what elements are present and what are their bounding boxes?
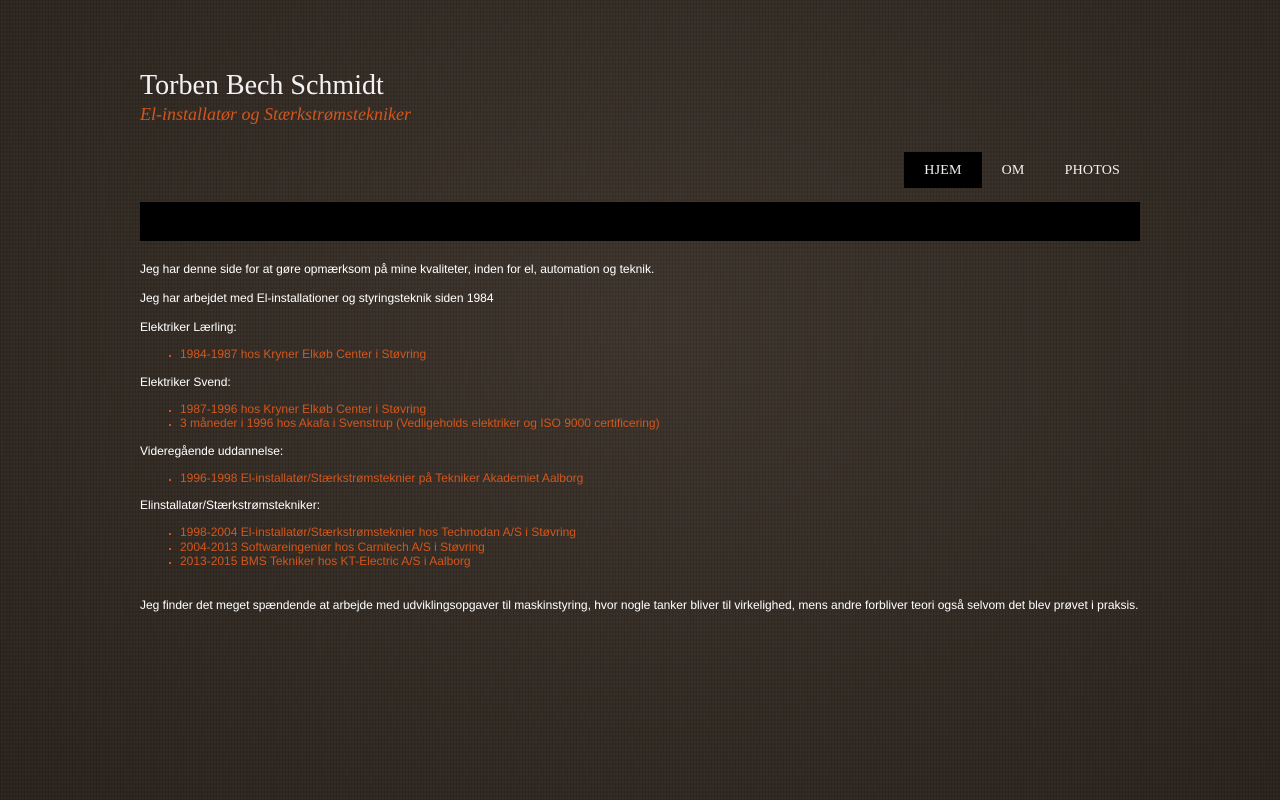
site-title[interactable]: Torben Bech Schmidt	[140, 70, 384, 101]
nav-item-om[interactable]: OM	[1001, 163, 1025, 178]
main-content	[140, 262, 1140, 627]
intro-paragraph: Jeg har denne side for at gøre opmærksom på mine kvaliteter, inden for el, automation og teknik.	[140, 262, 655, 276]
section-list-uddannelse	[140, 471, 1140, 486]
list-item: ▪ 2013-2015 BMS Tekniker hos KT-Electric A/S i Aalborg	[180, 554, 1140, 569]
list-item: ▪ 3 måneder i 1996 hos Akafa i Svenstrup (Vedligeholds elektriker og ISO 9000 certificering)	[180, 416, 1140, 431]
list-item: ▪ 1987-1996 hos Kryner Elkøb Center i Støvring	[180, 402, 1140, 417]
closing-paragraph: Jeg finder det meget spændende at arbejde med udviklingsopgaver til maskinstyring, hvor nogle tanker bliver til virkelighed, mens andre forbliver teori også selvom det blev prøvet i praksis.	[140, 597, 1139, 612]
section-heading-svend: Elektriker Svend:	[140, 374, 231, 389]
nav-item-photos[interactable]: PHOTOS	[1064, 163, 1120, 178]
section-heading-elinstallatoer: Elinstallatør/Stærkstrømstekniker:	[140, 498, 321, 512]
section-heading-laerling: Elektriker Lærling:	[140, 320, 237, 334]
list-item: ▪ 1998-2004 El-installatør/Stærkstrømsteknier hos Technodan A/S i Støvring	[180, 525, 1140, 540]
nav-item-hjem[interactable]: HJEM	[904, 152, 981, 188]
banner-bar	[140, 202, 1140, 241]
section-list-elinstallatoer	[140, 525, 1140, 569]
section-list-svend	[140, 402, 1140, 431]
section-heading-uddannelse: Videregående uddannelse:	[140, 443, 284, 458]
list-item: ▪ 1996-1998 El-installatør/Stærkstrømsteknier på Tekniker Akademiet Aalborg	[180, 471, 1140, 486]
section-list-laerling	[140, 347, 1140, 362]
list-item: ▪ 2004-2013 Softwareingeniør hos Carnitech A/S i Støvring	[180, 540, 1140, 555]
main-nav	[904, 152, 1140, 188]
spacer	[140, 582, 1140, 598]
site-subtitle: El-installatør og Stærkstrømstekniker	[140, 104, 411, 124]
list-item: ▪ 1984-1987 hos Kryner Elkøb Center i Støvring	[180, 347, 1140, 362]
intro-paragraph-2: Jeg har arbejdet med El-installationer og styringsteknik siden 1984	[140, 291, 494, 305]
